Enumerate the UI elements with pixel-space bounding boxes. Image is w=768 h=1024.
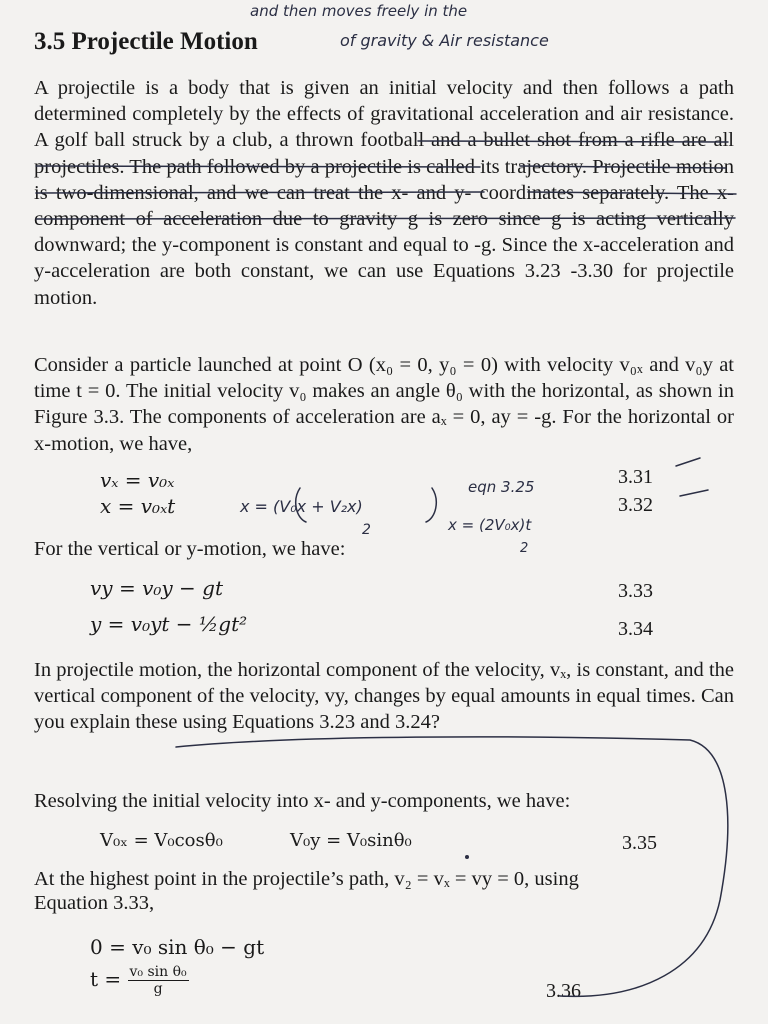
handwritten-side-equation-2: x = (2V₀x)t <box>448 516 532 534</box>
handwritten-note-top-2: of gravity & Air resistance <box>340 31 549 50</box>
vertical-motion-intro: For the vertical or y-motion, we have: <box>34 538 346 560</box>
equation-3-36-a: 0 = v₀ sin θ₀ − gt <box>90 935 265 959</box>
handwritten-side-equation: x = (V₀x + V₂x) <box>240 497 363 516</box>
section-number: 3.5 <box>34 28 66 55</box>
handwritten-side-ref: eqn 3.25 <box>468 478 535 496</box>
equation-number-3-31: 3.31 <box>618 466 653 488</box>
fraction-denominator: g <box>153 981 163 997</box>
equation-3-35-y: V₀y = V₀sinθ₀ <box>290 830 412 851</box>
equation-number-3-34: 3.34 <box>618 618 653 640</box>
equation-number-3-33: 3.33 <box>618 580 653 602</box>
equation-number-3-32: 3.32 <box>618 494 653 516</box>
highest-point-line-1: At the highest point in the projectile’s path, v₂ = vₓ = vy = 0, using <box>34 868 579 890</box>
equation-3-31: vₓ = v₀ₓ <box>100 468 175 492</box>
launch-paragraph: Consider a particle launched at point O (x₀ = 0, y₀ = 0) with velocity v₀ₓ and v₀y at time t = 0. The initial velocity v₀ makes an angle θ₀ with the horizontal, as shown in Figure 3.3. The components of acceleration are aₓ = 0, ay = -g. For the horizontal or x-motion, we have, <box>34 354 734 455</box>
equation-3-33: vy = v₀y − gt <box>90 576 223 600</box>
resolving-sentence: Resolving the initial velocity into x- and y-components, we have: <box>34 790 571 812</box>
section-title: Projectile Motion <box>71 28 258 55</box>
equation-3-36-lhs: t = <box>90 967 122 991</box>
handwritten-note-top: and then moves freely in the <box>250 2 468 20</box>
equation-3-32: x = v₀ₓt <box>100 494 176 518</box>
intro-paragraph: A projectile is a body that is given an initial velocity and then follows a path determined completely by the effects of gravitational acceleration and air resistance. A golf ball struck by a club, a thrown football and a bullet shot from a rifle are all projectiles. The path followed by a projectile is called its trajectory. Projectile motion is two-dimensional, and we can treat the x- and y- coordinates separately. The x-component of acceleration due to gravity g is zero since g is acting vertically downward; the y-component is constant and equal to -g. Since the x-acceleration and y-acceleration are both constant, we can use Equations 3.23 -3.30 for projectile motion. <box>34 77 734 309</box>
fraction-numerator: v₀ sin θ₀ <box>129 964 187 980</box>
equation-3-35-x: V₀ₓ = V₀cosθ₀ <box>100 830 223 851</box>
pen-dot <box>465 855 469 859</box>
handwritten-side-denominator: 2 <box>362 522 371 538</box>
equation-number-3-36: 3.36 <box>546 980 581 1002</box>
velocity-paragraph: In projectile motion, the horizontal component of the velocity, vₓ, is constant, and the vertical component of the velocity, vy, changes by equal amounts in equal times. Can you explain these using Equations 3.23 and 3.24? <box>34 659 734 734</box>
handwritten-side-equation-2-den: 2 <box>520 541 529 556</box>
equation-3-34: y = v₀yt − ½gt² <box>90 612 248 636</box>
highest-point-line-2: Equation 3.33, <box>34 892 155 914</box>
equation-number-3-35: 3.35 <box>622 832 657 854</box>
